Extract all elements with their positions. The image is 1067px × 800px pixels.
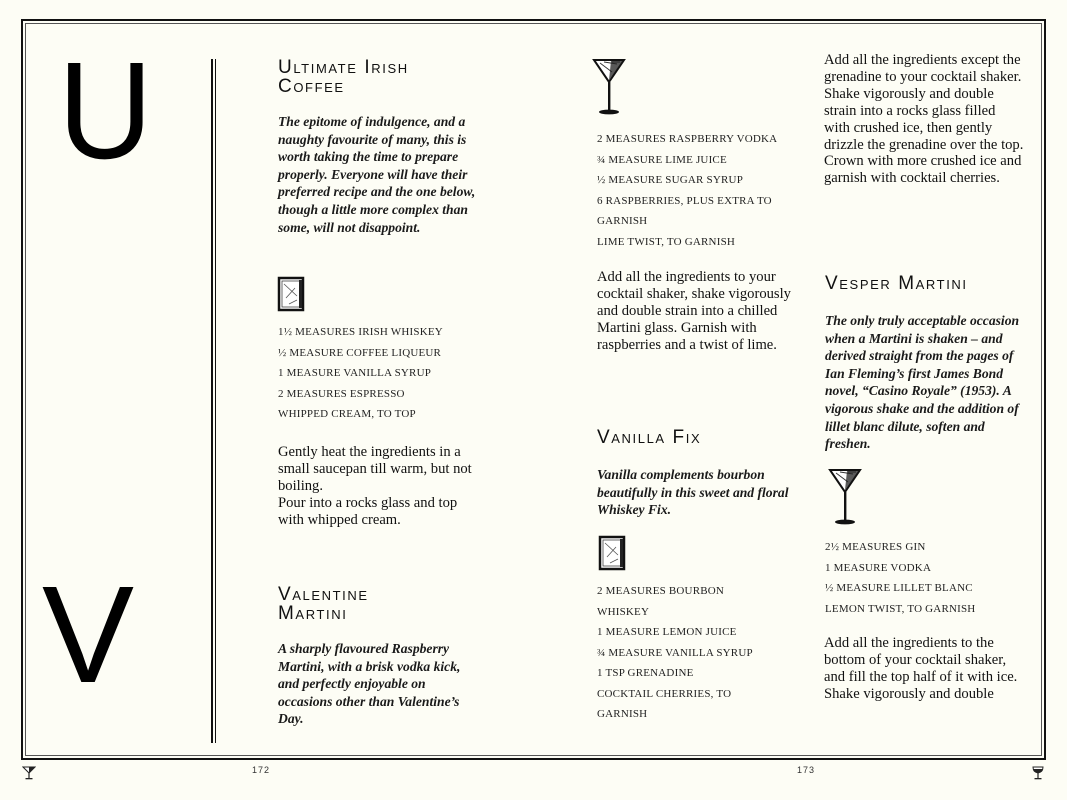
method-vesper-martini — [824, 635, 1029, 703]
section-letter-u: U — [58, 34, 153, 188]
page-number-left: 172 — [252, 765, 271, 775]
ingredient-item: 1½ MEASURES IRISH WHISKEY — [278, 326, 443, 338]
recipe-intro: A sharply flavoured Raspberry Martini, with a brisk vodka kick, and perfectly enjoyable on occasions other than Valentine’s Day. — [278, 641, 461, 727]
recipe-intro: Vanilla complements bourbon beautifully in this sweet and floral Whiskey Fix. — [597, 467, 789, 518]
recipe-intro: The epitome of indulgence, and a naughty favourite of many, this is worth taking the time to prepare properly. Everyone will have their preferred recipe and the one below, though a little more complex than some, will not disappoint. — [278, 114, 476, 235]
ingredient-item: LIME TWIST, TO GARNISH — [597, 235, 736, 248]
recipe-ultimate-irish-coffee — [278, 58, 478, 236]
recipe-title: Vesper Martini — [825, 273, 968, 294]
section-divider-rule — [211, 59, 216, 743]
recipe-valentine-martini — [278, 585, 478, 728]
method-step: Add all the ingredients to your cocktail shaker, shake vigorously and double strain into a chilled Martini glass. Garnish with raspberries and a twist of lime. — [597, 269, 791, 353]
ingredient-item: 6 RASPBERRIES, PLUS EXTRA TO GARNISH — [597, 194, 772, 227]
rocks-glass-icon — [598, 535, 626, 571]
recipe-title: Vanilla Fix — [597, 427, 702, 448]
ingredient-item: COCKTAIL CHERRIES, TO GARNISH — [597, 687, 732, 720]
cocktail-glass-footer-icon — [22, 766, 36, 780]
method-step: Pour into a rocks glass and top with whipped cream. — [278, 494, 458, 528]
ingredient-item: ½ MEASURE SUGAR SYRUP — [597, 174, 744, 186]
wine-glass-footer-icon — [1031, 766, 1045, 780]
ingredient-item: 2 MEASURES RASPBERRY VODKA — [597, 133, 778, 145]
page-number-right: 173 — [797, 765, 816, 775]
method-step: Add all the ingredients except the grenadine to your cocktail shaker. — [824, 52, 1022, 85]
recipe-title: Ultimate Irish Coffee — [278, 57, 409, 97]
ingredient-item: ¾ MEASURE LIME JUICE — [597, 153, 727, 166]
method-step: Shake vigorously and double — [824, 685, 994, 702]
ingredient-item: WHIPPED CREAM, TO TOP — [278, 408, 416, 420]
section-letter-v: V — [42, 558, 135, 712]
recipe-title: Valentine Martini — [278, 584, 369, 624]
ingredient-item: ¾ MEASURE VANILLA SYRUP — [597, 646, 753, 659]
ingredient-item: ½ MEASURE LILLET BLANC — [825, 582, 973, 594]
recipe-vesper-martini — [825, 274, 1025, 453]
ingredients-valentine-martini — [597, 129, 802, 252]
ingredients-vesper-martini — [825, 537, 1030, 619]
ingredient-item: 1 MEASURE LEMON JUICE — [597, 626, 737, 638]
method-step: Crown with more crushed ice and garnish with cocktail cherries. — [824, 153, 1022, 187]
martini-glass-icon — [828, 468, 862, 526]
recipe-intro: The only truly acceptable occasion when a Martini is shaken – and derived straight from the pages of Ian Fleming’s first James Bond novel, “Casino Royale” (1953). A vigorous shake and the addition of lillet blanc dilute, soften and freshen. — [825, 313, 1020, 452]
ingredient-item: 1 TSP GRENADINE — [597, 667, 694, 679]
martini-glass-icon — [592, 58, 626, 116]
ingredient-item: 1 MEASURE VANILLA SYRUP — [278, 367, 432, 379]
ingredient-item: ½ MEASURE COFFEE LIQUEUR — [278, 346, 442, 359]
ingredient-item: LEMON TWIST, TO GARNISH — [825, 602, 976, 615]
method-step: Shake vigorously and double strain into a rocks glass filled with crushed ice, then gently drizzle the grenadine over the top. — [824, 85, 1024, 153]
method-step: Add all the ingredients to the bottom of your cocktail shaker, and fill the top half of it with ice. — [824, 635, 1018, 685]
ingredient-item: 2 MEASURES ESPRESSO — [278, 387, 405, 400]
method-vanilla-fix — [824, 52, 1024, 187]
ingredient-item: 2½ MEASURES GIN — [825, 541, 926, 553]
ingredients-vanilla-fix — [597, 581, 767, 725]
method-step: Gently heat the ingredients in a small saucepan till warm, but not boiling. — [278, 444, 472, 494]
method-valentine-martini — [597, 269, 802, 354]
ingredient-item: 2 MEASURES BOURBON WHISKEY — [597, 585, 725, 618]
recipe-vanilla-fix — [597, 428, 802, 519]
ingredient-item: 1 MEASURE VODKA — [825, 561, 932, 574]
rocks-glass-icon — [277, 276, 305, 312]
method-ultimate-irish-coffee — [278, 444, 478, 529]
ingredients-ultimate-irish-coffee — [278, 322, 478, 425]
